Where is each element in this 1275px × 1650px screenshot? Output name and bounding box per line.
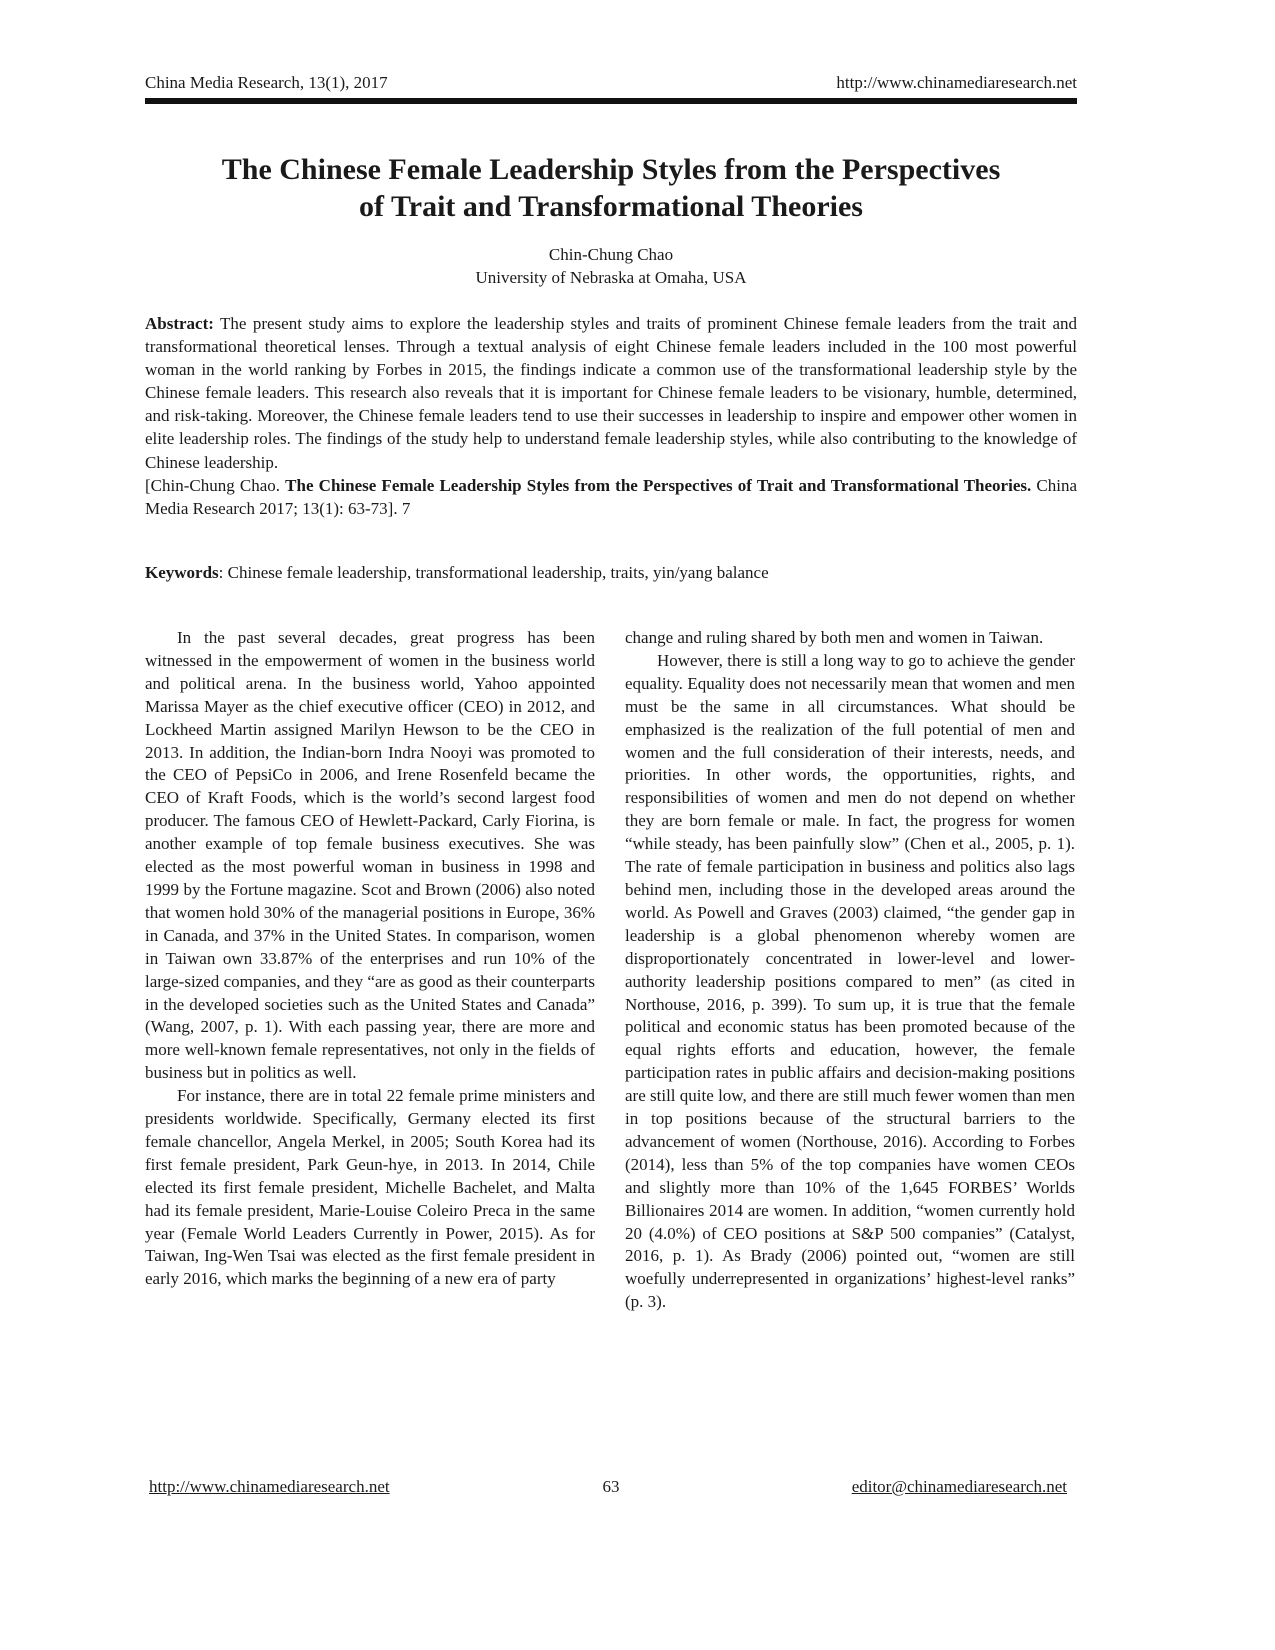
abstract-label: Abstract: (145, 314, 214, 333)
body-paragraph: However, there is still a long way to go to achieve the gender equality. Equality does not necessarily mean that women and men must be the same in all circumstances. What should be emphasized is the realization of the full potential of men and women and the full consideration of their interests, needs, and priorities. In other words, the opportunities, rights, and responsibilities of women and men do not depend on whether they are born female or male. In fact, the progress for women “while steady, has been painfully slow” (Chen et al., 2005, p. 1). The rate of female participation in business and politics also lags behind men, including those in the developed areas around the world. As Powell and Graves (2003) claimed, “the gender gap in leadership is a global phenomenon whereby women are disproportionately concentrated in lower-level and lower-authority leadership positions compared to men” (as cited in Northouse, 2016, p. 399). To sum up, it is true that the female political and economic status has been promoted because of the equal rights efforts and education, however, the female participation rates in public affairs and decision-making positions are still quite low, and there are still much fewer women than men in top positions because of the structural barriers to the advancement of women (Northouse, 2016). According to Forbes (2014), less than 5% of the top companies have women CEOs and slightly more than 10% of the 1,645 FORBES’ Worlds Billionaires 2014 are women. In addition, “women currently hold 20 (4.0%) of CEO positions at S&P 500 companies” (Catalyst, 2016, p. 1). As Brady (2006) pointed out, “women are still woefully underrepresented in organizations’ highest-level ranks” (p. 3). (625, 650, 1075, 1312)
body-paragraph: In the past several decades, great progress has been witnessed in the empowerment of women in the business world and political arena. In the business world, Yahoo appointed Marissa Mayer as the chief executive officer (CEO) in 2012, and Lockheed Martin assigned Marilyn Hewson to be the CEO in 2013. In addition, the Indian-born Indra Nooyi was promoted to the CEO of PepsiCo in 2006, and Irene Rosenfeld became the CEO of Kraft Foods, which is the world’s second largest food producer. The famous CEO of Hewlett-Packard, Carly Fiorina, is another example of top female business executives. She was elected as the most powerful woman in business in 1998 and 1999 by the Fortune magazine. Scot and Brown (2006) also noted that women hold 30% of the managerial positions in Europe, 36% in Canada, and 37% in the United States. In comparison, women in Taiwan own 33.87% of the enterprises and run 10% of the large-sized companies, and they “are as good as their counterparts in the developed societies such as the United States and Canada” (Wang, 2007, p. 1). With each passing year, there are more and more well-known female representatives, not only in the fields of business but in politics as well. (145, 628, 595, 1083)
title-line-1: The Chinese Female Leadership Styles from the Perspectives (221, 153, 1001, 186)
abstract-paragraph (145, 312, 1077, 474)
body-paragraph: change and ruling shared by both men and women in Taiwan. (625, 628, 1044, 647)
page-number: 63 (602, 1477, 620, 1496)
header-url: http://www.chinamediaresearch.net (836, 73, 1077, 92)
journal-issue: China Media Research, 13(1), 2017 (145, 73, 388, 92)
page-footer (145, 1476, 1077, 1500)
citation-suffix: China Media Research 2017; 13(1): 63-73]. 7 (145, 475, 1077, 518)
footer-email-link[interactable]: editor@chinamediaresearch.net (851, 1477, 1067, 1496)
keywords-text: : Chinese female leadership, transformational leadership, traits, yin/yang balance (218, 563, 769, 582)
abstract (145, 312, 1077, 520)
citation-title: The Chinese Female Leadership Styles from the Perspectives of Trait and Transformational Theories. (285, 475, 1032, 495)
body-column-right (625, 627, 1075, 1314)
citation-prefix: [Chin-Chung Chao. (145, 475, 286, 495)
body-column-left (145, 627, 595, 1291)
author-name: Chin-Chung Chao (548, 245, 674, 264)
header-rule (145, 98, 1077, 104)
citation (145, 474, 1077, 520)
keywords (145, 561, 1077, 584)
body-paragraph: For instance, there are in total 22 female prime ministers and presidents worldwide. Specifically, Germany elected its first female chancellor, Angela Merkel, in 2005; South Korea had its first female president, Park Geun-hye, in 2013. In 2014, Chile elected its first female president, Michelle Bachelet, and Malta had its female president, Marie-Louise Coleiro Preca in the same year (Female World Leaders Currently in Power, 2015). As for Taiwan, Ing-Wen Tsai was elected as the first female president in early 2016, which marks the beginning of a new era of party (145, 1086, 595, 1289)
abstract-text: The present study aims to explore the leadership styles and traits of prominent Chinese female leaders from the trait and transformational theoretical lenses. Through a textual analysis of eight Chinese female leaders included in the 100 most powerful woman in the world ranking by Forbes in 2015, the findings indicate a common use of the transformational leadership style by the Chinese female leaders. This research also reveals that it is important for Chinese female leaders to be visionary, humble, determined, and risk-taking. Moreover, the Chinese female leaders tend to use their successes in leadership to inspire and empower other women in elite leadership roles. The findings of the study help to understand female leadership styles, while also contributing to the knowledge of Chinese leadership. (145, 314, 1077, 472)
keywords-label: Keywords (145, 563, 219, 582)
footer-url-link[interactable]: http://www.chinamediaresearch.net (149, 1477, 390, 1496)
author-block (145, 243, 1077, 289)
title-line-2: of Trait and Transformational Theories (359, 190, 863, 223)
running-header (145, 72, 1077, 94)
paper-title (145, 151, 1077, 225)
author-affiliation: University of Nebraska at Omaha, USA (475, 268, 747, 287)
